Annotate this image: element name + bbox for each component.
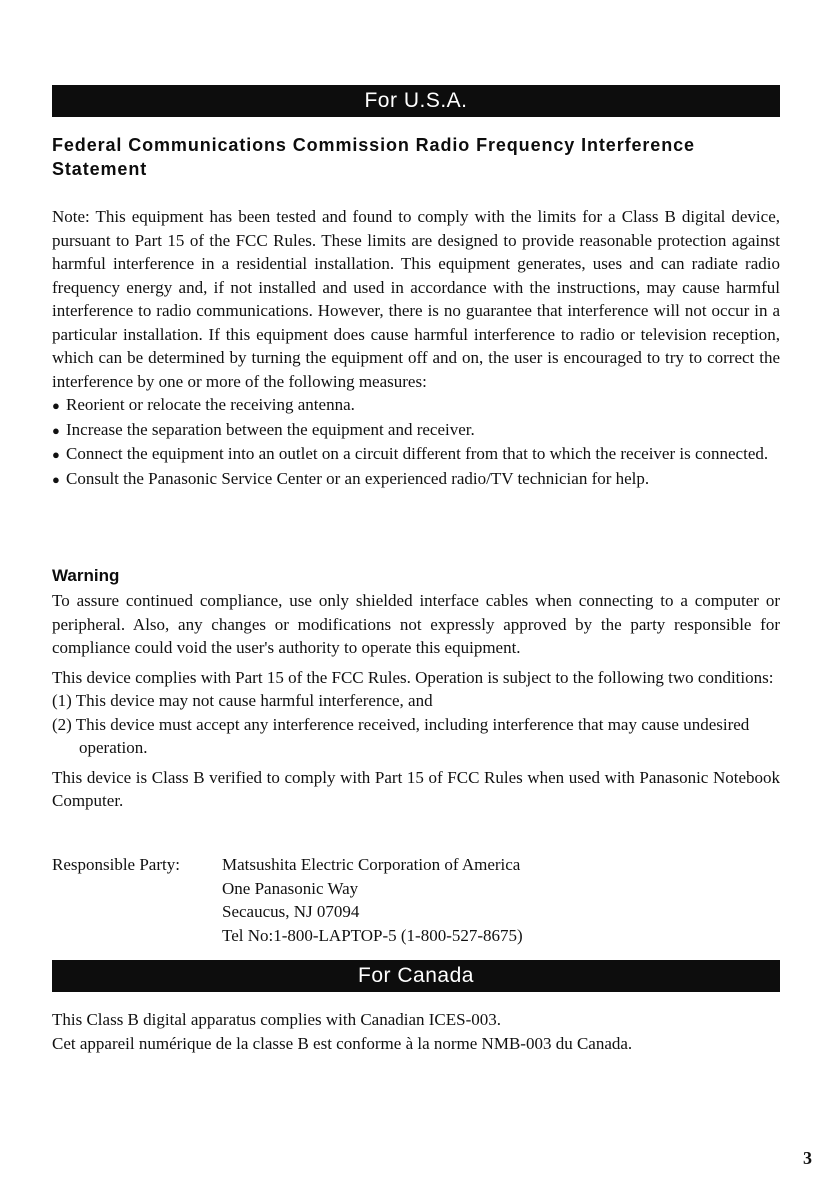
page-number: 3 — [803, 1148, 812, 1168]
measures-list — [52, 393, 780, 491]
address-line: Secaucus, NJ 07094 — [222, 902, 360, 921]
note-paragraph: Note: This equipment has been tested and found to comply with the limits for a Class B digital device, pursuant to Part 15 of the FCC Rules. These limits are designed to provide reasonable protection against harmful interference in a residential installation. This equipment generates, uses and can radiate radio frequency energy and, if not installed and used in accordance with the instructions, may cause harmful interference to radio communications. However, there is no guarantee that interference will not occur in a particular installation. If this equipment does cause harmful interference to radio or television reception, which can be determined by turning the equipment off and on, the user is encouraged to try to correct the interference by one or more of the following measures: — [52, 207, 780, 391]
bullet-icon: ● — [52, 398, 60, 413]
canada-line-english: This Class B digital apparatus complies with Canadian ICES-003. — [52, 1010, 502, 1029]
measure-text: Increase the separation between the equipment and receiver. — [66, 419, 475, 439]
canada-line-french: Cet appareil numérique de la classe B est conforme à la norme NMB-003 du Canada. — [52, 1033, 633, 1053]
fcc-statement-heading: Federal Communications Commission Radio Frequency Interference Statement — [52, 135, 695, 179]
conditions-list — [52, 689, 780, 760]
list-item — [52, 442, 780, 467]
list-item — [52, 467, 780, 492]
warning-block — [52, 589, 780, 819]
address-line: One Panasonic Way — [222, 878, 359, 898]
address-line: Matsushita Electric Corporation of America — [222, 855, 521, 874]
canada-block — [52, 1008, 780, 1055]
measure-text: Connect the equipment into an outlet on a circuit different from that to which the receiver is connected. — [66, 444, 769, 463]
measure-text: Reorient or relocate the receiving antenna. — [66, 395, 355, 414]
compliance-paragraph: This device complies with Part 15 of the FCC Rules. Operation is subject to the following two conditions: — [52, 667, 774, 687]
warning-heading: Warning — [52, 566, 120, 585]
list-item: (1) This device may not cause harmful interference, and — [52, 691, 433, 710]
usa-section-banner: For U.S.A. — [52, 85, 780, 117]
responsible-party-address — [222, 853, 523, 947]
list-item — [52, 418, 780, 443]
canada-section-banner: For Canada — [52, 960, 780, 992]
warning-paragraph: To assure continued compliance, use only shielded interface cables when connecting to a computer or peripheral. Also, any changes or modifications not expressly approved by the party responsible for compliance could void the user's authority to operate this equipment. — [52, 591, 780, 657]
bullet-icon: ● — [52, 471, 60, 487]
address-line: Tel No:1-800-LAPTOP-5 (1-800-527-8675) — [222, 925, 523, 945]
classb-paragraph: This device is Class B verified to comply with Part 15 of FCC Rules when used with Panasonic Notebook Computer. — [52, 767, 780, 810]
responsible-party-label: Responsible Party: — [52, 855, 180, 874]
bullet-icon: ● — [52, 422, 60, 438]
bullet-icon: ● — [52, 447, 60, 462]
list-item — [52, 393, 780, 418]
fcc-note-block — [52, 205, 780, 491]
measure-text: Consult the Panasonic Service Center or an experienced radio/TV technician for help. — [66, 468, 650, 488]
list-item: (2) This device must accept any interference received, including interference that may cause undesired operation. — [52, 714, 750, 757]
